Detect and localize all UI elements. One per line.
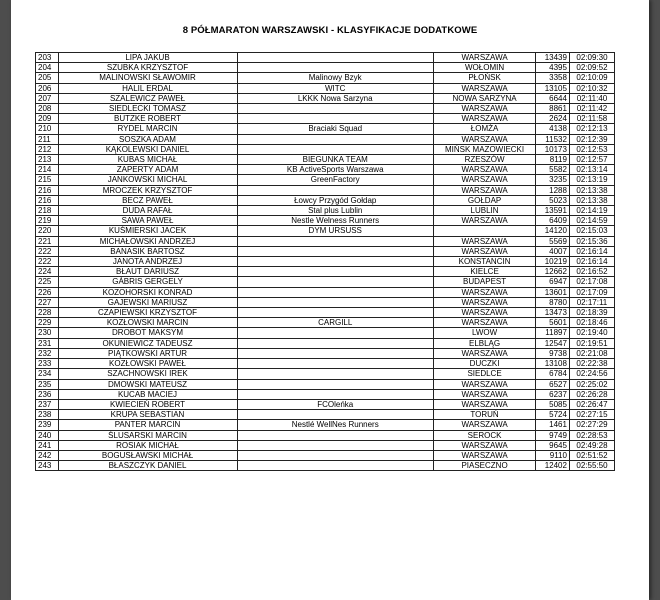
position-cell: 230 [36,328,59,338]
runner-name-cell: ŚLUSARSKI MARCIN [58,430,237,440]
finish-time-cell: 02:10:09 [569,73,614,83]
club-cell: BIEGUNKA TEAM [237,155,433,165]
city-cell: WARSZAWA [433,297,535,307]
bib-number-cell: 4007 [536,246,570,256]
city-cell: PŁOŃSK [433,73,535,83]
bib-number-cell: 13601 [536,287,570,297]
city-cell: RZESZÓW [433,155,535,165]
bib-number-cell: 12402 [536,461,570,471]
finish-time-cell: 02:14:19 [569,206,614,216]
city-cell: WARSZAWA [433,246,535,256]
bib-number-cell: 8861 [536,104,570,114]
finish-time-cell: 02:13:38 [569,185,614,195]
position-cell: 203 [36,53,59,63]
position-cell: 216 [36,185,59,195]
finish-time-cell: 02:12:53 [569,144,614,154]
city-cell: WARSZAWA [433,399,535,409]
club-cell [237,450,433,460]
city-cell: WARSZAWA [433,287,535,297]
runner-name-cell: BOGUSŁAWSKI MICHAŁ [58,450,237,460]
runner-name-cell: BANASIK BARTOSZ [58,246,237,256]
runner-name-cell: MROCZEK KRZYSZTOF [58,185,237,195]
city-cell [433,226,535,236]
city-cell: WARSZAWA [433,348,535,358]
position-cell: 214 [36,165,59,175]
runner-name-cell: JANKOWSKI MICHAL [58,175,237,185]
runner-name-cell: SIEDLECKI TOMASZ [58,104,237,114]
position-cell: 224 [36,267,59,277]
table-row [36,297,615,307]
runner-name-cell: KUCAB MACIEJ [58,389,237,399]
table-row [36,206,615,216]
table-row [36,420,615,430]
runner-name-cell: KOZŁOWSKI MARCIN [58,318,237,328]
position-cell: 215 [36,175,59,185]
city-cell: WARSZAWA [433,308,535,318]
club-cell [237,53,433,63]
finish-time-cell: 02:49:28 [569,440,614,450]
bib-number-cell: 9110 [536,450,570,460]
bib-number-cell: 5601 [536,318,570,328]
table-row [36,399,615,409]
club-cell [237,144,433,154]
club-cell: Malinowy Bzyk [237,73,433,83]
bib-number-cell: 12547 [536,338,570,348]
runner-name-cell: PANTER MARCIN [58,420,237,430]
position-cell: 232 [36,348,59,358]
document-page [11,0,649,600]
club-cell: CARGILL [237,318,433,328]
position-cell: 231 [36,338,59,348]
finish-time-cell: 02:27:29 [569,420,614,430]
runner-name-cell: LIPA JAKUB [58,53,237,63]
runner-name-cell: BECZ PAWEŁ [58,195,237,205]
city-cell: MIŃSK MAZOWIECKI [433,144,535,154]
bib-number-cell: 13105 [536,83,570,93]
bib-number-cell: 11897 [536,328,570,338]
finish-time-cell: 02:21:08 [569,348,614,358]
finish-time-cell: 02:17:09 [569,287,614,297]
table-row [36,83,615,93]
table-row [36,246,615,256]
runner-name-cell: DUDA RAFAŁ [58,206,237,216]
city-cell: WARSZAWA [433,165,535,175]
runner-name-cell: JANOTA ANDRZEJ [58,257,237,267]
club-cell: GreenFactory [237,175,433,185]
city-cell: WARSZAWA [433,104,535,114]
bib-number-cell: 5085 [536,399,570,409]
table-row [36,93,615,103]
bib-number-cell: 9749 [536,430,570,440]
table-row [36,430,615,440]
runner-name-cell: SAWA PAWEŁ [58,216,237,226]
table-row [36,165,615,175]
table-row [36,155,615,165]
club-cell [237,328,433,338]
position-cell: 205 [36,73,59,83]
position-cell: 211 [36,134,59,144]
club-cell [237,104,433,114]
city-cell: WARSZAWA [433,114,535,124]
results-table [35,52,615,471]
position-cell: 238 [36,410,59,420]
club-cell [237,359,433,369]
city-cell: ELBLĄG [433,338,535,348]
table-row [36,359,615,369]
club-cell [237,440,433,450]
bib-number-cell: 13591 [536,206,570,216]
runner-name-cell: BŁASZCZYK DANIEL [58,461,237,471]
bib-number-cell: 9645 [536,440,570,450]
bib-number-cell: 6409 [536,216,570,226]
bib-number-cell: 6237 [536,389,570,399]
club-cell [237,461,433,471]
bib-number-cell: 3358 [536,73,570,83]
table-row [36,175,615,185]
finish-time-cell: 02:15:03 [569,226,614,236]
position-cell: 209 [36,114,59,124]
position-cell: 236 [36,389,59,399]
position-cell: 226 [36,287,59,297]
finish-time-cell: 02:16:14 [569,246,614,256]
city-cell: LWOW [433,328,535,338]
finish-time-cell: 02:14:59 [569,216,614,226]
club-cell: FCOleńka [237,399,433,409]
club-cell: WITC [237,83,433,93]
city-cell: SIEDLCE [433,369,535,379]
city-cell: LUBLIN [433,206,535,216]
finish-time-cell: 02:11:40 [569,93,614,103]
table-row [36,328,615,338]
table-row [36,461,615,471]
bib-number-cell: 6527 [536,379,570,389]
runner-name-cell: KOZŁOWSKI PAWEŁ [58,359,237,369]
table-row [36,450,615,460]
bib-number-cell: 8780 [536,297,570,307]
finish-time-cell: 02:12:57 [569,155,614,165]
club-cell [237,267,433,277]
finish-time-cell: 02:51:52 [569,450,614,460]
bib-number-cell: 10219 [536,257,570,267]
runner-name-cell: SZUBKA KRZYSZTOF [58,63,237,73]
city-cell: NOWA SARZYNA [433,93,535,103]
club-cell [237,246,433,256]
table-row [36,226,615,236]
club-cell [237,277,433,287]
bib-number-cell: 1288 [536,185,570,195]
table-row [36,277,615,287]
city-cell: KIELCE [433,267,535,277]
finish-time-cell: 02:09:52 [569,63,614,73]
position-cell: 222 [36,246,59,256]
finish-time-cell: 02:19:40 [569,328,614,338]
table-row [36,267,615,277]
city-cell: WARSZAWA [433,175,535,185]
finish-time-cell: 02:12:13 [569,124,614,134]
table-row [36,389,615,399]
runner-name-cell: RYDEL MARCIN [58,124,237,134]
bib-number-cell: 3235 [536,175,570,185]
runner-name-cell: KUBAS MICHAŁ [58,155,237,165]
position-cell: 207 [36,93,59,103]
club-cell: LKKK Nowa Sarzyna [237,93,433,103]
bib-number-cell: 10173 [536,144,570,154]
runner-name-cell: SZALEWICZ PAWEŁ [58,93,237,103]
club-cell [237,308,433,318]
finish-time-cell: 02:11:42 [569,104,614,114]
runner-name-cell: PIĄTKOWSKI ARTUR [58,348,237,358]
position-cell: 208 [36,104,59,114]
finish-time-cell: 02:55:50 [569,461,614,471]
city-cell: WOŁOMIN [433,63,535,73]
finish-time-cell: 02:19:51 [569,338,614,348]
bib-number-cell: 6947 [536,277,570,287]
runner-name-cell: ZAPERTY ADAM [58,165,237,175]
table-row [36,369,615,379]
city-cell: TORUŃ [433,410,535,420]
table-row [36,53,615,63]
club-cell [237,185,433,195]
runner-name-cell: KRUPA SEBASTIAN [58,410,237,420]
finish-time-cell: 02:10:32 [569,83,614,93]
club-cell [237,430,433,440]
bib-number-cell: 6644 [536,93,570,103]
finish-time-cell: 02:28:53 [569,430,614,440]
runner-name-cell: BUTZKE ROBERT [58,114,237,124]
city-cell: SEROCK [433,430,535,440]
finish-time-cell: 02:24:56 [569,369,614,379]
city-cell: WARSZAWA [433,420,535,430]
finish-time-cell: 02:17:08 [569,277,614,287]
club-cell [237,257,433,267]
runner-name-cell: ROSIAK MICHAŁ [58,440,237,450]
runner-name-cell: SZACHNOWSKI IREK [58,369,237,379]
bib-number-cell: 5023 [536,195,570,205]
bib-number-cell: 9738 [536,348,570,358]
city-cell: BUDAPEST [433,277,535,287]
finish-time-cell: 02:15:36 [569,236,614,246]
finish-time-cell: 02:18:39 [569,308,614,318]
table-row [36,73,615,83]
runner-name-cell: HALIL ERDAL [58,83,237,93]
city-cell: PIASECZNO [433,461,535,471]
bib-number-cell: 13439 [536,53,570,63]
position-cell: 239 [36,420,59,430]
club-cell: KB ActiveSports Warszawa [237,165,433,175]
table-row [36,338,615,348]
club-cell [237,389,433,399]
club-cell [237,134,433,144]
runner-name-cell: SOSZKA ADAM [58,134,237,144]
bib-number-cell: 6784 [536,369,570,379]
position-cell: 213 [36,155,59,165]
city-cell: WARSZAWA [433,318,535,328]
position-cell: 212 [36,144,59,154]
club-cell: Nestlé WellNes Runners [237,420,433,430]
position-cell: 240 [36,430,59,440]
position-cell: 210 [36,124,59,134]
bib-number-cell: 2624 [536,114,570,124]
table-row [36,236,615,246]
bib-number-cell: 5569 [536,236,570,246]
club-cell [237,63,433,73]
club-cell [237,114,433,124]
city-cell: WARSZAWA [433,379,535,389]
city-cell: KONSTANCIN [433,257,535,267]
club-cell [237,338,433,348]
table-row [36,440,615,450]
bib-number-cell: 5724 [536,410,570,420]
finish-time-cell: 02:18:46 [569,318,614,328]
table-row [36,379,615,389]
table-row [36,257,615,267]
bib-number-cell: 4138 [536,124,570,134]
finish-time-cell: 02:27:15 [569,410,614,420]
runner-name-cell: MICHAŁOWSKI ANDRZEJ [58,236,237,246]
finish-time-cell: 02:13:38 [569,195,614,205]
position-cell: 233 [36,359,59,369]
runner-name-cell: OKUNIEWICZ TADEUSZ [58,338,237,348]
table-row [36,318,615,328]
table-row [36,104,615,114]
position-cell: 234 [36,369,59,379]
city-cell: WARSZAWA [433,236,535,246]
club-cell: Stal plus Lublin [237,206,433,216]
position-cell: 227 [36,297,59,307]
position-cell: 241 [36,440,59,450]
table-row [36,124,615,134]
bib-number-cell: 13108 [536,359,570,369]
bib-number-cell: 14120 [536,226,570,236]
city-cell: GOŁDAP [433,195,535,205]
runner-name-cell: GÁBRIS GERGELY [58,277,237,287]
club-cell [237,369,433,379]
position-cell: 204 [36,63,59,73]
finish-time-cell: 02:22:38 [569,359,614,369]
results-body [36,53,615,471]
city-cell: WARSZAWA [433,450,535,460]
bib-number-cell: 5582 [536,165,570,175]
bib-number-cell: 1461 [536,420,570,430]
finish-time-cell: 02:13:19 [569,175,614,185]
club-cell [237,297,433,307]
position-cell: 225 [36,277,59,287]
runner-name-cell: DMOWSKI MATEUSZ [58,379,237,389]
runner-name-cell: MALINOWSKI SŁAWOMIR [58,73,237,83]
position-cell: 235 [36,379,59,389]
position-cell: 222 [36,257,59,267]
club-cell [237,348,433,358]
position-cell: 216 [36,195,59,205]
document-title: 8 PÓŁMARATON WARSZAWSKI - KLASYFIKACJE DODATKOWE [182,25,478,36]
club-cell: Braciaki Squad [237,124,433,134]
position-cell: 228 [36,308,59,318]
table-row [36,144,615,154]
position-cell: 218 [36,206,59,216]
club-cell [237,379,433,389]
table-row [36,195,615,205]
runner-name-cell: GAJEWSKI MARIUSZ [58,297,237,307]
runner-name-cell: KĄKOLEWSKI DANIEL [58,144,237,154]
position-cell: 229 [36,318,59,328]
club-cell [237,287,433,297]
city-cell: ŁOMŻA [433,124,535,134]
table-row [36,308,615,318]
city-cell: WARSZAWA [433,440,535,450]
finish-time-cell: 02:25:02 [569,379,614,389]
club-cell: DYM URSUSS [237,226,433,236]
city-cell: DUCZKI [433,359,535,369]
table-row [36,348,615,358]
position-cell: 221 [36,236,59,246]
city-cell: WARSZAWA [433,389,535,399]
city-cell: WARSZAWA [433,185,535,195]
finish-time-cell: 02:16:52 [569,267,614,277]
position-cell: 243 [36,461,59,471]
table-row [36,216,615,226]
table-row [36,134,615,144]
runner-name-cell: DROBOT MAKSYM [58,328,237,338]
bib-number-cell: 12662 [536,267,570,277]
finish-time-cell: 02:11:58 [569,114,614,124]
city-cell: WARSZAWA [433,134,535,144]
position-cell: 220 [36,226,59,236]
bib-number-cell: 4395 [536,63,570,73]
club-cell [237,410,433,420]
bib-number-cell: 11532 [536,134,570,144]
city-cell: WARSZAWA [433,83,535,93]
runner-name-cell: KWIECIEŃ ROBERT [58,399,237,409]
position-cell: 206 [36,83,59,93]
finish-time-cell: 02:17:11 [569,297,614,307]
club-cell: Nestle Welness Runners [237,216,433,226]
position-cell: 242 [36,450,59,460]
club-cell: Łowcy Przygód Gołdap [237,195,433,205]
position-cell: 237 [36,399,59,409]
runner-name-cell: CZAPIEWSKI KRZYSZTOF [58,308,237,318]
finish-time-cell: 02:16:14 [569,257,614,267]
city-cell: WARSZAWA [433,53,535,63]
table-row [36,114,615,124]
position-cell: 219 [36,216,59,226]
runner-name-cell: KUŚMIERSKI JACEK [58,226,237,236]
city-cell: WARSZAWA [433,216,535,226]
club-cell [237,236,433,246]
finish-time-cell: 02:09:30 [569,53,614,63]
table-row [36,287,615,297]
table-row [36,63,615,73]
runner-name-cell: BŁAUT DARIUSZ [58,267,237,277]
finish-time-cell: 02:12:39 [569,134,614,144]
finish-time-cell: 02:13:14 [569,165,614,175]
finish-time-cell: 02:26:28 [569,389,614,399]
bib-number-cell: 13473 [536,308,570,318]
runner-name-cell: KOZOHORSKI KONRAD [58,287,237,297]
bib-number-cell: 8119 [536,155,570,165]
table-row [36,185,615,195]
finish-time-cell: 02:26:47 [569,399,614,409]
table-row [36,410,615,420]
